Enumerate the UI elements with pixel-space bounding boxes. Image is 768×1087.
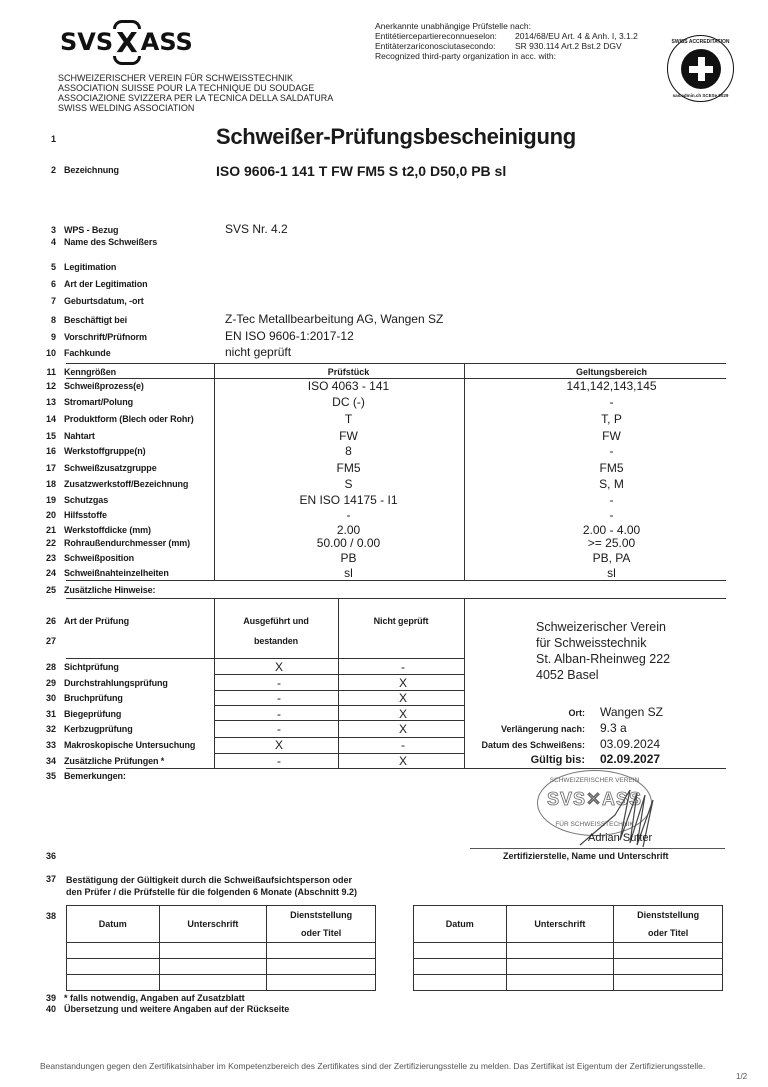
page-title: Schweißer-Prüfungsbescheinigung bbox=[216, 124, 576, 149]
table-row bbox=[40, 476, 730, 491]
line-number: 27 bbox=[45, 636, 56, 646]
place-value: Wangen SZ bbox=[600, 705, 663, 719]
stamp-top-text: SCHWEIZERISCHER VEREIN bbox=[549, 777, 640, 784]
confirmation-table-left bbox=[66, 905, 376, 991]
field-birth-date-place bbox=[40, 296, 225, 312]
date-cell[interactable] bbox=[67, 975, 160, 991]
association-name-de: SCHWEIZERISCHER VEREIN FÜR SCHWEISSTECHNIK bbox=[58, 73, 294, 83]
association-name-en: SWISS WELDING ASSOCIATION bbox=[58, 103, 195, 113]
line-number: 39 bbox=[45, 993, 56, 1003]
test-row bbox=[40, 690, 440, 705]
line-number: 26 bbox=[45, 616, 56, 626]
test-piece-value: FW bbox=[339, 428, 358, 443]
logo-text-left: SVS bbox=[60, 28, 114, 56]
signatory-name: Adrian Sutter bbox=[588, 832, 653, 844]
range-value: - bbox=[609, 507, 614, 522]
field-welder-name bbox=[40, 237, 225, 253]
remarks-label: Bemerkungen: bbox=[64, 771, 126, 781]
column-header-title bbox=[267, 906, 376, 943]
field-wps-reference bbox=[40, 222, 288, 238]
test-label: Durchstrahlungsprüfung bbox=[64, 677, 168, 688]
row-label: Werkstoffdicke (mm) bbox=[64, 524, 151, 535]
field-label: Fachkunde bbox=[64, 348, 111, 358]
test-row bbox=[40, 659, 440, 674]
field-label: Legitimation bbox=[64, 262, 117, 272]
table-row bbox=[40, 550, 730, 565]
page-number: 1/2 bbox=[736, 1072, 748, 1081]
date-cell[interactable] bbox=[67, 959, 160, 975]
line-number: 9 bbox=[50, 332, 56, 342]
line-number: 10 bbox=[45, 348, 56, 358]
field-label: Geburtsdatum, -ort bbox=[64, 296, 144, 306]
title-cell[interactable] bbox=[267, 959, 376, 975]
field-label: WPS - Bezug bbox=[64, 225, 119, 235]
signature-caption: Zertifizierstelle, Name und Unterschrift bbox=[503, 851, 669, 861]
title-cell[interactable] bbox=[267, 975, 376, 991]
range-value: sl bbox=[607, 565, 616, 580]
test-piece-value: FM5 bbox=[336, 460, 361, 475]
test-label: Kerbzugprüfung bbox=[64, 723, 133, 734]
table-row bbox=[40, 443, 730, 458]
line-number: 13 bbox=[45, 396, 56, 407]
column-header-done-line2: bestanden bbox=[253, 636, 299, 646]
confirmation-text-line: den Prüfer / die Prüfstelle für die folgenden 6 Monate (Abschnitt 9.2) bbox=[66, 887, 358, 897]
field-value: EN ISO 9606-1:2017-12 bbox=[225, 329, 354, 343]
footnote bbox=[40, 1004, 289, 1014]
test-label: Makroskopische Untersuchung bbox=[64, 739, 196, 750]
not-tested-mark: X bbox=[398, 706, 407, 721]
row-label: Schweißzusatzgruppe bbox=[64, 462, 157, 473]
range-value: - bbox=[609, 443, 614, 458]
field-value: SVS Nr. 4.2 bbox=[225, 222, 288, 236]
field-legitimation bbox=[40, 262, 225, 278]
line-number: 32 bbox=[45, 723, 56, 734]
test-row bbox=[40, 753, 440, 768]
valid-until-row bbox=[470, 752, 660, 767]
test-row bbox=[40, 737, 440, 752]
line-number: 14 bbox=[45, 413, 56, 424]
footnote-text: Übersetzung und weitere Angaben auf der Rückseite bbox=[64, 1004, 290, 1014]
table-row bbox=[40, 411, 730, 426]
footnote-text: * falls notwendig, Angaben auf Zusatzblatt bbox=[64, 993, 245, 1003]
done-mark: - bbox=[277, 690, 281, 705]
line-number: 24 bbox=[45, 567, 56, 578]
stamp-logo-icon: SVS✕ASS bbox=[546, 789, 643, 809]
signature-cell[interactable] bbox=[506, 943, 614, 959]
recognition-line-en: Recognized third-party organization in acc. with: bbox=[375, 51, 556, 61]
association-names bbox=[58, 73, 333, 113]
test-piece-value: T bbox=[344, 411, 353, 426]
field-label: Beschäftigt bei bbox=[64, 315, 128, 325]
column-header-title-line: oder Titel bbox=[647, 928, 689, 938]
signature-cell[interactable] bbox=[159, 943, 267, 959]
line-number: 36 bbox=[45, 851, 56, 861]
place-row bbox=[470, 705, 663, 720]
line-number: 8 bbox=[50, 315, 56, 325]
weld-date-row bbox=[470, 737, 660, 752]
line-number: 40 bbox=[45, 1004, 56, 1014]
line-number: 1 bbox=[50, 134, 56, 144]
date-cell[interactable] bbox=[414, 943, 507, 959]
line-number: 15 bbox=[45, 430, 56, 441]
not-tested-mark: X bbox=[398, 690, 407, 705]
line-number: 38 bbox=[45, 911, 56, 921]
range-value: - bbox=[609, 492, 614, 507]
test-piece-value: 2.00 bbox=[336, 522, 361, 537]
test-piece-value: EN ISO 14175 - I1 bbox=[299, 492, 398, 507]
column-header-test-piece: Prüfstück bbox=[327, 366, 370, 377]
association-name-it: ASSOCIAZIONE SVIZZERA PER LA TECNICA DELLA SALDATURA bbox=[58, 93, 334, 103]
table-row bbox=[40, 378, 730, 393]
not-tested-mark: X bbox=[398, 721, 407, 736]
signature-cell[interactable] bbox=[506, 975, 614, 991]
table-row bbox=[40, 428, 730, 443]
line-number: 28 bbox=[45, 661, 56, 672]
line-number: 16 bbox=[45, 445, 56, 456]
field-label: Name des Schweißers bbox=[64, 237, 158, 247]
recognition-row-fr bbox=[375, 31, 638, 41]
line-number: 12 bbox=[45, 380, 56, 391]
line-number: 6 bbox=[50, 279, 56, 289]
row-label: Schutzgas bbox=[64, 494, 109, 505]
column-header-date: Datum bbox=[67, 906, 160, 943]
column-header-title-line: Dienststellung bbox=[290, 910, 353, 920]
not-tested-mark: X bbox=[398, 753, 407, 768]
confirmation-text bbox=[66, 874, 357, 898]
line-number: 21 bbox=[45, 524, 56, 535]
test-piece-value: sl bbox=[344, 565, 353, 580]
line-number: 37 bbox=[45, 874, 56, 884]
footer-disclaimer: Beanstandungen gegen den Zertifikatsinhaber im Kompetenzbereich des Zertifikates sind der Zertifizierungsstelle zu melden. Das Zertifikat ist Eigentum der Zertifizierungsstelle. bbox=[40, 1061, 706, 1071]
row-label: Stromart/Polung bbox=[64, 396, 134, 407]
line-number: 11 bbox=[46, 366, 56, 377]
column-header-done: Ausgeführt und bbox=[243, 616, 309, 626]
column-header-not-tested: Nicht geprüft bbox=[373, 616, 429, 626]
badge-bottom-text: sas.admin.ch SCESe 0029 bbox=[672, 93, 729, 98]
title-cell[interactable] bbox=[614, 975, 723, 991]
test-row bbox=[40, 721, 440, 736]
title-cell[interactable] bbox=[614, 959, 723, 975]
title-cell[interactable] bbox=[267, 943, 376, 959]
line-number: 5 bbox=[50, 262, 56, 272]
field-label: Vorschrift/Prüfnorm bbox=[64, 332, 147, 342]
table-row bbox=[40, 565, 730, 580]
line-number: 30 bbox=[45, 692, 56, 703]
extension-label: Verlängerung nach: bbox=[500, 724, 585, 734]
line-number: 34 bbox=[45, 755, 56, 766]
issuer-address-line: für Schweisstechnik bbox=[536, 636, 647, 650]
association-name-fr: ASSOCIATION SUISSE POUR LA TECHNIQUE DU SOUDAGE bbox=[58, 83, 315, 93]
weld-date-label: Datum des Schweißens: bbox=[481, 740, 585, 750]
range-value: - bbox=[609, 394, 614, 409]
column-header-title-line: Dienststellung bbox=[637, 910, 700, 920]
line-number: 2 bbox=[50, 165, 56, 175]
table-row bbox=[40, 394, 730, 409]
designation-value: ISO 9606-1 141 T FW FM5 S t2,0 D50,0 PB sl bbox=[216, 163, 507, 179]
test-piece-value: - bbox=[346, 507, 351, 522]
range-value: 2.00 - 4.00 bbox=[582, 522, 641, 537]
row-label: Produktform (Blech oder Rohr) bbox=[64, 413, 194, 424]
done-mark: - bbox=[277, 753, 281, 768]
issuer-address-line: 4052 Basel bbox=[536, 668, 599, 682]
swiss-cross-icon bbox=[681, 49, 721, 89]
range-value: >= 25.00 bbox=[587, 535, 636, 550]
designation-label: Bezeichnung bbox=[64, 165, 119, 175]
tests-bottom-border bbox=[66, 768, 726, 769]
test-label: Sichtprüfung bbox=[64, 661, 119, 672]
test-row bbox=[40, 706, 440, 721]
done-mark: - bbox=[277, 706, 281, 721]
line-number: 31 bbox=[45, 708, 56, 719]
row-label: Schweißnahteinzelheiten bbox=[64, 567, 169, 578]
table-row bbox=[40, 492, 730, 507]
line-number: 18 bbox=[45, 478, 56, 489]
valid-until-value: 02.09.2027 bbox=[600, 752, 661, 766]
column-header-title bbox=[614, 906, 723, 943]
line-number: 23 bbox=[45, 552, 56, 563]
table-row bbox=[40, 460, 730, 475]
footnote bbox=[40, 993, 245, 1003]
range-value: T, P bbox=[601, 411, 622, 426]
row-label: Rohraußendurchmesser (mm) bbox=[64, 537, 191, 548]
signature-cell[interactable] bbox=[506, 959, 614, 975]
test-type-header: Art der Prüfung bbox=[64, 616, 129, 626]
date-cell[interactable] bbox=[67, 943, 160, 959]
recognition-block bbox=[375, 21, 638, 61]
table-row bbox=[40, 535, 730, 550]
table-row bbox=[40, 507, 730, 522]
stamp-bottom-text: FÜR SCHWEISSTECHNIK bbox=[555, 821, 634, 828]
range-value: 141,142,143,145 bbox=[566, 378, 657, 393]
date-cell[interactable] bbox=[414, 959, 507, 975]
not-tested-mark: - bbox=[401, 659, 405, 674]
test-piece-value: PB bbox=[340, 550, 357, 565]
column-header-date: Datum bbox=[414, 906, 507, 943]
title-cell[interactable] bbox=[614, 943, 723, 959]
confirmation-text-line: Bestätigung der Gültigkeit durch die Schweißaufsichtsperson oder bbox=[66, 875, 353, 885]
row-label: Zusatzwerkstoff/Bezeichnung bbox=[64, 478, 189, 489]
field-value: Z-Tec Metallbearbeitung AG, Wangen SZ bbox=[225, 312, 444, 326]
range-value: S, M bbox=[599, 476, 624, 491]
confirmation-table-right bbox=[413, 905, 723, 991]
date-cell[interactable] bbox=[414, 975, 507, 991]
row-label: Schweißposition bbox=[64, 552, 135, 563]
parameters-header-row bbox=[40, 364, 730, 379]
row-label: Nahtart bbox=[64, 430, 95, 441]
test-label: Zusätzliche Prüfungen * bbox=[64, 755, 165, 766]
field-label: Art der Legitimation bbox=[64, 279, 148, 289]
field-standard bbox=[40, 329, 354, 345]
not-tested-mark: X bbox=[398, 675, 407, 690]
range-value: FW bbox=[602, 428, 621, 443]
range-value: PB, PA bbox=[592, 550, 631, 565]
line-number: 25 bbox=[45, 584, 56, 595]
signature-cell[interactable] bbox=[159, 975, 267, 991]
tests-top-border bbox=[66, 598, 726, 599]
column-header-signature: Unterschrift bbox=[159, 906, 267, 943]
field-employer bbox=[40, 312, 443, 328]
field-value: nicht geprüft bbox=[225, 345, 292, 359]
test-label: Biegeprüfung bbox=[64, 708, 122, 719]
place-label: Ort: bbox=[568, 708, 585, 718]
recognition-label: Entitétiercepartiereconnueselon: bbox=[375, 31, 497, 41]
logo-text-right: ASS bbox=[140, 28, 193, 56]
done-mark: - bbox=[277, 721, 281, 736]
row-label: Hilfsstoffe bbox=[64, 509, 107, 520]
line-number: 20 bbox=[45, 509, 56, 520]
recognition-value: 2014/68/EU Art. 4 & Anh. I, 3.1.2 bbox=[515, 31, 638, 41]
test-piece-value: 8 bbox=[345, 443, 352, 458]
test-row bbox=[40, 675, 440, 690]
weld-date-value: 03.09.2024 bbox=[600, 737, 661, 751]
done-mark: X bbox=[274, 659, 283, 674]
recognition-value: SR 930.114 Art.2 Bst.2 DGV bbox=[515, 41, 622, 51]
issuer-address-line: St. Alban-Rheinweg 222 bbox=[536, 652, 671, 666]
line-number: 35 bbox=[45, 771, 56, 781]
test-piece-value: DC (-) bbox=[332, 394, 365, 409]
line-number: 3 bbox=[50, 225, 56, 235]
row-label: Werkstoffgruppe(n) bbox=[64, 445, 146, 456]
svs-ass-logo bbox=[60, 24, 193, 60]
recognition-label: Entitàterzariconosciutasecondo: bbox=[375, 41, 496, 51]
done-mark: - bbox=[277, 675, 281, 690]
column-header-parameters: Kenngrößen bbox=[64, 366, 116, 377]
line-number: 4 bbox=[50, 237, 56, 247]
table-bottom-border bbox=[66, 580, 726, 581]
issuer-address bbox=[536, 619, 670, 683]
test-piece-value: S bbox=[344, 476, 353, 491]
recognition-line-de: Anerkannte unabhängige Prüfstelle nach: bbox=[375, 21, 531, 31]
line-number: 7 bbox=[50, 296, 56, 306]
line-number: 17 bbox=[45, 462, 56, 473]
issuer-address-line: Schweizerischer Verein bbox=[536, 620, 666, 634]
valid-until-label: Gültig bis: bbox=[530, 754, 585, 766]
range-value: FM5 bbox=[599, 460, 624, 475]
column-header-signature: Unterschrift bbox=[506, 906, 614, 943]
not-tested-mark: - bbox=[401, 737, 405, 752]
extension-value: 9.3 a bbox=[600, 721, 627, 735]
additional-notes-row bbox=[40, 582, 730, 597]
line-number: 19 bbox=[45, 494, 56, 505]
logo-x-mark-icon: X bbox=[116, 25, 138, 59]
signature-cell[interactable] bbox=[159, 959, 267, 975]
extension-row bbox=[470, 721, 627, 736]
signature-line bbox=[470, 848, 725, 849]
field-legitimation-type bbox=[40, 279, 225, 295]
test-piece-value: ISO 4063 - 141 bbox=[307, 378, 390, 393]
field-expertise bbox=[40, 345, 291, 361]
column-header-title-line: oder Titel bbox=[300, 928, 342, 938]
test-label: Bruchprüfung bbox=[64, 692, 123, 703]
row-label: Schweißprozess(e) bbox=[64, 380, 144, 391]
done-mark: X bbox=[274, 737, 283, 752]
line-number: 22 bbox=[45, 537, 56, 548]
column-header-range: Geltungsbereich bbox=[575, 366, 647, 377]
badge-top-text: SWISS ACCREDITATION bbox=[671, 39, 730, 45]
line-number: 33 bbox=[45, 739, 56, 750]
test-piece-value: 50.00 / 0.00 bbox=[316, 535, 381, 550]
line-number: 29 bbox=[45, 677, 56, 688]
recognition-row-it bbox=[375, 41, 638, 51]
additional-notes-label: Zusätzliche Hinweise: bbox=[64, 584, 156, 595]
swiss-accreditation-badge bbox=[667, 35, 734, 102]
